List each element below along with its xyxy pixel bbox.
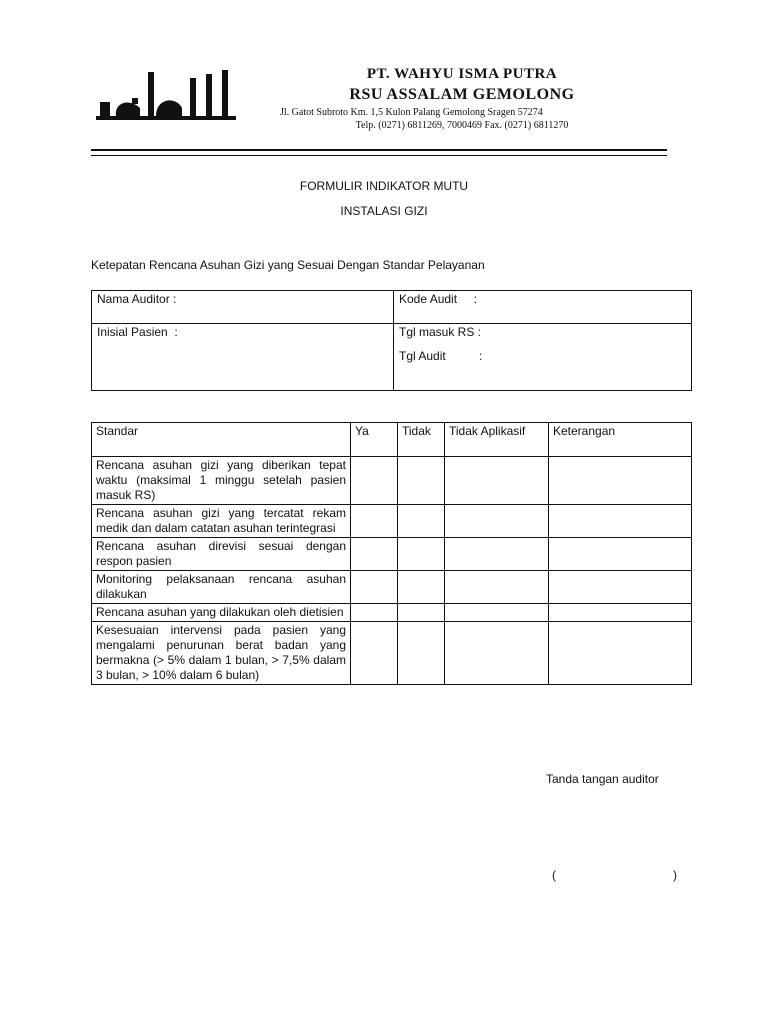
signature-close-paren: ) [673, 868, 677, 882]
ya-cell[interactable] [351, 622, 398, 685]
tidak-cell[interactable] [398, 538, 445, 571]
standard-text: Monitoring pelaksanaan rencana asuhan dilakukan [92, 571, 351, 604]
header-ya: Ya [351, 423, 398, 457]
tidak-cell[interactable] [398, 622, 445, 685]
ya-cell[interactable] [351, 604, 398, 622]
hospital-logo [96, 68, 241, 126]
tgl-fields[interactable] [394, 324, 692, 391]
audit-info-row [92, 291, 692, 324]
standard-text: Rencana asuhan gizi yang tercatat rekam medik dan dalam catatan asuhan terintegrasi [92, 505, 351, 538]
table-row [92, 571, 692, 604]
tgl-audit-label: Tgl Audit : [399, 349, 483, 363]
tidak-aplikasif-cell[interactable] [445, 505, 549, 538]
table-row [92, 538, 692, 571]
nama-auditor-field[interactable] [92, 291, 394, 324]
tidak-cell[interactable] [398, 457, 445, 505]
keterangan-cell[interactable] [549, 571, 692, 604]
kode-audit-field[interactable] [394, 291, 692, 324]
hospital-address: Jl. Gatot Subroto Km. 1,5 Kulon Palang Gemolong Sragen 57274 [280, 107, 543, 118]
tidak-aplikasif-cell[interactable] [445, 604, 549, 622]
form-title: FORMULIR INDIKATOR MUTU [299, 179, 469, 193]
hospital-name: RSU ASSALAM GEMOLONG [349, 86, 575, 103]
letterhead-divider-thin [91, 155, 667, 156]
table-row [92, 622, 692, 685]
tidak-cell[interactable] [398, 604, 445, 622]
tidak-aplikasif-cell[interactable] [445, 571, 549, 604]
standard-text: Rencana asuhan gizi yang diberikan tepat waktu (maksimal 1 minggu setelah pasien masuk RS) [92, 457, 351, 505]
header-tidak-aplikasif: Tidak Aplikasif [445, 423, 549, 457]
table-row [92, 604, 692, 622]
ya-cell[interactable] [351, 505, 398, 538]
keterangan-cell[interactable] [549, 604, 692, 622]
tidak-cell[interactable] [398, 571, 445, 604]
kode-audit-label: Kode Audit : [399, 292, 478, 306]
standard-text: Rencana asuhan direvisi sesuai dengan respon pasien [92, 538, 351, 571]
ya-cell[interactable] [351, 457, 398, 505]
letterhead-divider-thick [91, 149, 667, 151]
keterangan-cell[interactable] [549, 457, 692, 505]
ya-cell[interactable] [351, 538, 398, 571]
indicator-title: Ketepatan Rencana Asuhan Gizi yang Sesuai Dengan Standar Pelayanan [91, 258, 485, 272]
company-name: PT. WAHYU ISMA PUTRA [366, 66, 558, 82]
table-row [92, 457, 692, 505]
form-subtitle: INSTALASI GIZI [340, 204, 428, 218]
tgl-masuk-label: Tgl masuk RS : [399, 325, 482, 339]
header-standar: Standar [92, 423, 351, 457]
standards-table [91, 422, 692, 685]
standard-text: Kesesuaian intervensi pada pasien yang mengalami penurunan berat badan yang bermakna (> 5% dalam 1 bulan, > 7,5% dalam 3 bulan, > 10% dalam 6 bulan) [92, 622, 351, 685]
standards-header-row [92, 423, 692, 457]
standard-text: Rencana asuhan yang dilakukan oleh dietisien [92, 604, 351, 622]
inisial-pasien-label: Inisial Pasien : [97, 325, 178, 339]
nama-auditor-label: Nama Auditor : [97, 292, 177, 306]
table-row [92, 505, 692, 538]
spacer [399, 339, 686, 349]
signature-open-paren: ( [552, 868, 556, 882]
ya-cell[interactable] [351, 571, 398, 604]
letterhead [272, 64, 652, 132]
signature-label: Tanda tangan auditor [546, 772, 659, 786]
header-tidak: Tidak [398, 423, 445, 457]
audit-info-row [92, 324, 692, 391]
tidak-cell[interactable] [398, 505, 445, 538]
tidak-aplikasif-cell[interactable] [445, 538, 549, 571]
tidak-aplikasif-cell[interactable] [445, 457, 549, 505]
header-keterangan: Keterangan [549, 423, 692, 457]
keterangan-cell[interactable] [549, 538, 692, 571]
tidak-aplikasif-cell[interactable] [445, 622, 549, 685]
keterangan-cell[interactable] [549, 622, 692, 685]
inisial-pasien-field[interactable] [92, 324, 394, 391]
hospital-phone: Telp. (0271) 6811269, 7000469 Fax. (0271) 6811270 [355, 120, 569, 131]
keterangan-cell[interactable] [549, 505, 692, 538]
audit-info-table [91, 290, 692, 391]
